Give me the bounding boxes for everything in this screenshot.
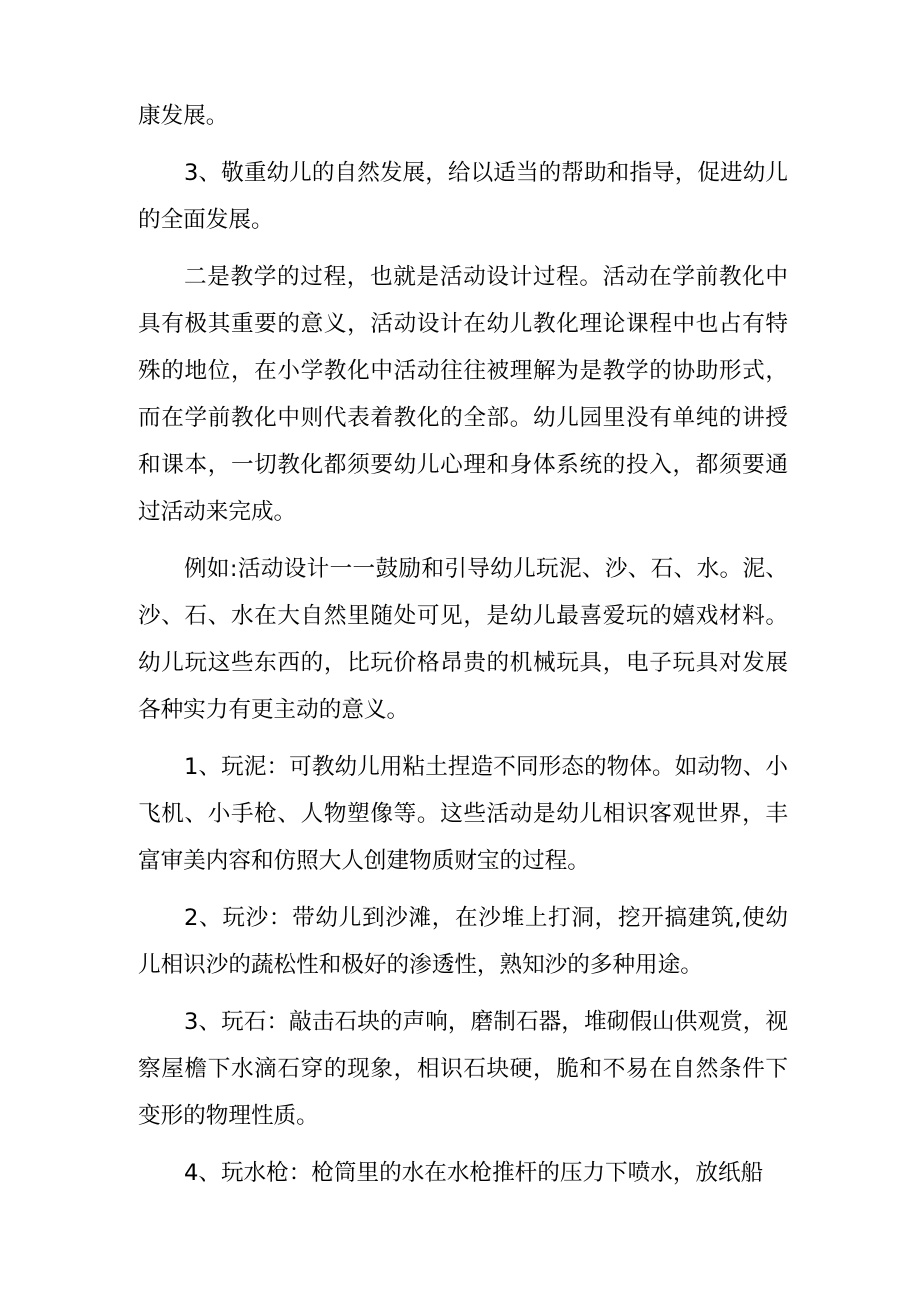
paragraph-play-mud: 1、玩泥：可教幼儿用粘土捏造不同形态的物体。如动物、小飞机、小手枪、人物塑像等。这些活动是幼儿相识客观世界，丰富审美内容和仿照大人创建物质财宝的过程。 bbox=[138, 754, 788, 874]
text-column bbox=[138, 93, 788, 1197]
paragraph-teaching-process: 二是教学的过程，也就是活动设计过程。活动在学前教化中具有极其重要的意义，活动设计在幼儿教化理论课程中也占有特殊的地位，在小学教化中活动往往被理解为是教学的协助形式，而在学前教化中则代表着教化的全部。幼儿园里没有单纯的讲授和课本，一切教化都须要幼儿心理和身体系统的投入，都须要通过活动来完成。 bbox=[138, 264, 788, 525]
paragraph-play-stone: 3、玩石：敲击石块的声响，磨制石器，堆砌假山供观赏，视察屋檐下水滴石穿的现象，相识石块硬，脆和不易在自然条件下变形的物理性质。 bbox=[138, 1009, 788, 1129]
paragraph-continuation: 康发展。 bbox=[138, 103, 229, 129]
paragraph-play-sand: 2、玩沙：带幼儿到沙滩，在沙堆上打洞，挖开搞建筑,使幼儿相识沙的蔬松性和极好的渗透性，熟知沙的多种用途。 bbox=[138, 905, 788, 978]
paragraph-respect-natural-development: 3、敬重幼儿的自然发展，给以适当的帮助和指导，促进幼儿的全面发展。 bbox=[138, 160, 788, 233]
paragraph-example-activity: 例如:活动设计一一鼓励和引导幼儿玩泥、沙、石、水。泥、沙、石、水在大自然里随处可见，是幼儿最喜爱玩的嬉戏材料。幼儿玩这些东西的，比玩价格昂贵的机械玩具，电子玩具对发展各种实力有更主动的意义。 bbox=[138, 556, 788, 723]
paragraph-play-water-gun: 4、玩水枪：枪筒里的水在水枪推杆的压力下喷水，放纸船 bbox=[184, 1160, 764, 1186]
